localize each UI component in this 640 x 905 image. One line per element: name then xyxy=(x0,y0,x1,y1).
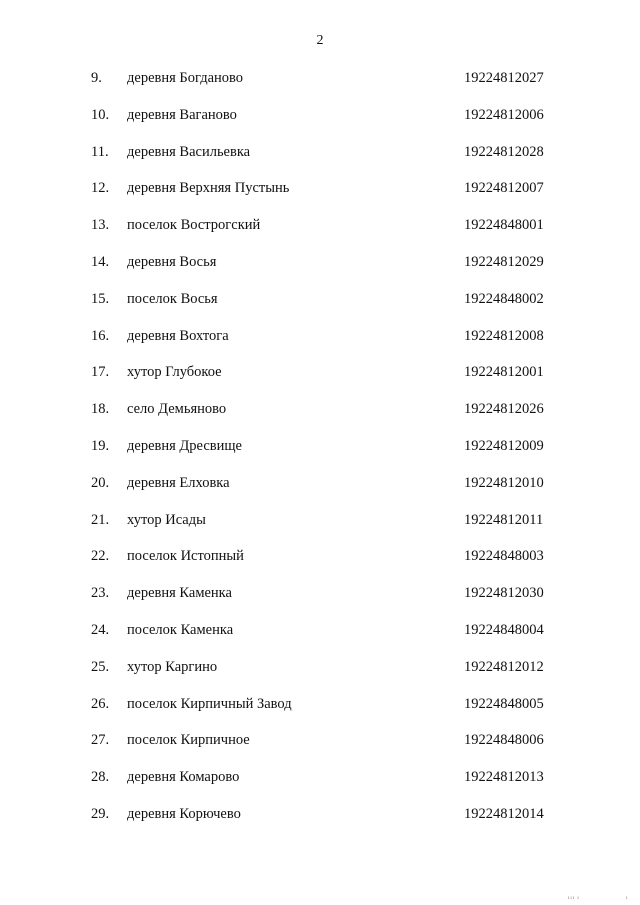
row-number: 15. xyxy=(91,290,110,307)
settlement-name: деревня Елховка xyxy=(127,474,230,491)
settlement-name: поселок Истопный xyxy=(127,548,244,565)
oktmo-code: 19224812006 xyxy=(464,106,544,123)
list-row xyxy=(0,103,640,140)
settlement-name: деревня Каменка xyxy=(127,585,232,602)
list-row xyxy=(0,581,640,618)
oktmo-code: 19224848002 xyxy=(464,290,544,307)
list-row xyxy=(0,802,640,839)
oktmo-code: 19224812008 xyxy=(464,327,544,344)
row-number: 13. xyxy=(91,217,110,234)
row-number: 9. xyxy=(91,70,102,86)
list-row xyxy=(0,692,640,729)
oktmo-code: 19224848006 xyxy=(464,732,544,749)
settlement-name: деревня Восья xyxy=(127,253,217,270)
settlement-name: село Демьяново xyxy=(127,401,227,418)
settlement-list xyxy=(0,66,640,839)
oktmo-code: 19224812027 xyxy=(464,70,544,86)
row-number: 19. xyxy=(91,437,110,454)
row-number: 25. xyxy=(91,658,110,675)
row-number: 26. xyxy=(91,695,110,712)
list-row xyxy=(0,140,640,177)
settlement-name: деревня Васильевка xyxy=(127,143,251,160)
row-number: 21. xyxy=(91,511,110,528)
settlement-name: хутор Глубокое xyxy=(127,364,222,381)
settlement-name: деревня Комарово xyxy=(127,769,240,786)
oktmo-code: 19224812026 xyxy=(464,401,544,418)
list-row xyxy=(0,176,640,213)
list-row xyxy=(0,544,640,581)
row-number: 17. xyxy=(91,364,110,381)
oktmo-code: 19224812010 xyxy=(464,474,544,491)
settlement-name: деревня Верхняя Пустынь xyxy=(127,180,290,197)
oktmo-code: 19224812007 xyxy=(464,180,544,197)
oktmo-code: 19224848004 xyxy=(464,621,544,638)
list-row xyxy=(0,66,640,103)
row-number: 18. xyxy=(91,401,110,418)
settlement-name: хутор Каргино xyxy=(127,658,218,675)
oktmo-code: 19224812030 xyxy=(464,585,544,602)
list-row xyxy=(0,360,640,397)
settlement-name: деревня Богданово xyxy=(127,70,244,86)
list-row xyxy=(0,287,640,324)
list-row xyxy=(0,508,640,545)
settlement-name: деревня Корючево xyxy=(127,805,241,822)
row-number: 24. xyxy=(91,621,110,638)
row-number: 16. xyxy=(91,327,110,344)
page-number: 2 xyxy=(316,33,324,48)
settlement-name: поселок Кирпичный Завод xyxy=(127,695,292,712)
settlement-name: хутор Исады xyxy=(127,511,206,528)
list-row xyxy=(0,397,640,434)
row-number: 27. xyxy=(91,732,110,749)
settlement-name: деревня Дресвище xyxy=(127,437,242,454)
row-number: 22. xyxy=(91,548,110,565)
row-number: 28. xyxy=(91,769,110,786)
oktmo-code: 19224812028 xyxy=(464,143,544,160)
footer-print-mark: ııı ı xyxy=(568,896,580,901)
row-number: 23. xyxy=(91,585,110,602)
list-row xyxy=(0,618,640,655)
oktmo-code: 19224848001 xyxy=(464,217,544,234)
settlement-name: поселок Каменка xyxy=(127,621,234,638)
oktmo-code: 19224812009 xyxy=(464,437,544,454)
list-row xyxy=(0,728,640,765)
settlement-name: деревня Ваганово xyxy=(127,106,237,123)
settlement-name: поселок Вострогский xyxy=(127,217,261,234)
oktmo-code: 19224812012 xyxy=(464,658,544,675)
settlement-name: поселок Восья xyxy=(127,290,218,307)
list-row xyxy=(0,250,640,287)
settlement-name: деревня Вохтога xyxy=(127,327,229,344)
row-number: 11. xyxy=(91,143,109,160)
list-row xyxy=(0,471,640,508)
oktmo-code: 19224812014 xyxy=(464,805,544,822)
row-number: 10. xyxy=(91,106,110,123)
oktmo-code: 19224812011 xyxy=(464,511,544,528)
row-number: 29. xyxy=(91,805,110,822)
list-row xyxy=(0,324,640,361)
list-row xyxy=(0,655,640,692)
settlement-name: поселок Кирпичное xyxy=(127,732,250,749)
row-number: 20. xyxy=(91,474,110,491)
list-row xyxy=(0,434,640,471)
oktmo-code: 19224812029 xyxy=(464,253,544,270)
oktmo-code: 19224848003 xyxy=(464,548,544,565)
footer-print-mark-right: ı xyxy=(626,896,628,901)
oktmo-code: 19224812001 xyxy=(464,364,544,381)
oktmo-code: 19224848005 xyxy=(464,695,544,712)
list-row xyxy=(0,765,640,802)
list-row xyxy=(0,213,640,250)
oktmo-code: 19224812013 xyxy=(464,769,544,786)
row-number: 12. xyxy=(91,180,110,197)
row-number: 14. xyxy=(91,253,110,270)
